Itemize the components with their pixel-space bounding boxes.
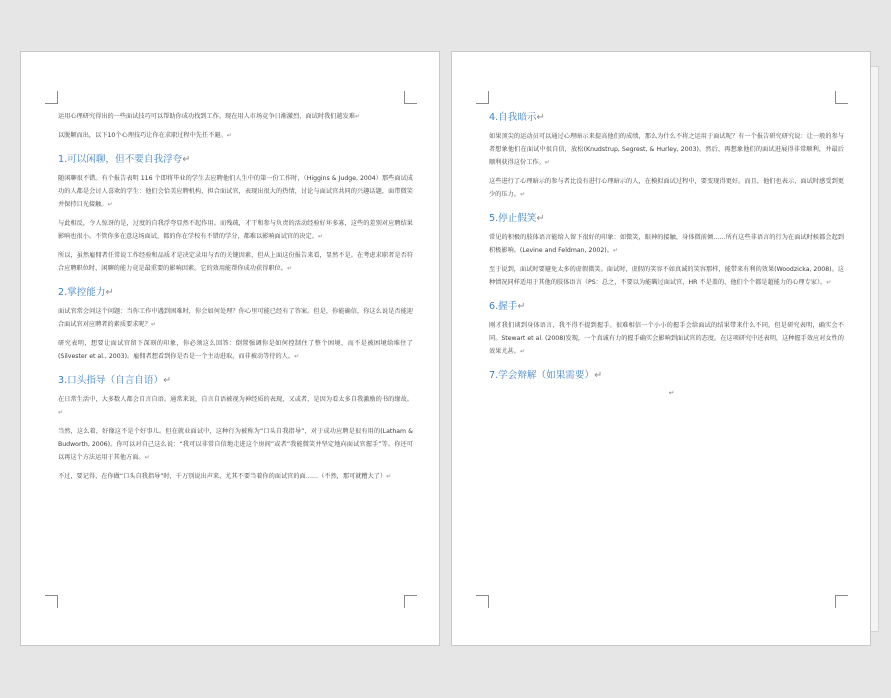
paragraph-mark: ↵ — [286, 265, 293, 272]
paragraph-mark: ↵ — [612, 247, 619, 254]
paragraph-mark: ↵ — [105, 287, 114, 298]
paragraph-text: 刚才我们谈到身体语言，我不得不提到握手。很难相信一个小小的握手会给面试的结果带来什么不同，但是研究表明，确实会不同。Stewart et al. (2008)发现，一个真诚有力的握手确实会影响到面试官的态度。在这项研究中还表明，这种握手效应对女性的效果尤甚。 — [489, 322, 844, 355]
document-page-2[interactable] — [451, 51, 871, 646]
section-heading[interactable] — [58, 153, 413, 167]
paragraph-mark: ↵ — [544, 159, 550, 166]
section-heading[interactable] — [489, 212, 844, 226]
body-paragraph[interactable] — [58, 470, 413, 483]
paragraph-text: 在日常生活中，大多数人都会自言自语。通常来说，自言自语被视为神经质的表现，又或者，是因为看太多自我激励的书的缘故。 — [58, 396, 413, 403]
heading-text: 7.学会辩解（如果需要） — [489, 370, 595, 381]
paragraph-mark: ↵ — [594, 370, 603, 381]
body-paragraph[interactable] — [489, 319, 844, 358]
heading-text: 3.口头指导（自言自语） — [58, 375, 164, 386]
body-paragraph[interactable] — [58, 305, 413, 331]
paragraph-mark: ↵ — [519, 348, 526, 355]
body-paragraph[interactable] — [58, 172, 413, 211]
paragraph-mark: ↵ — [163, 375, 172, 386]
section-heading[interactable] — [58, 374, 413, 388]
paragraph-mark: ↵ — [107, 201, 113, 208]
body-paragraph[interactable] — [489, 231, 844, 257]
paragraph-mark: ↵ — [294, 353, 300, 360]
body-paragraph[interactable] — [489, 263, 844, 289]
crop-mark — [404, 91, 417, 104]
heading-text: 5.停止假笑 — [489, 213, 537, 224]
paragraph-mark: ↵ — [517, 301, 526, 312]
paragraph-text: 当然，这么着，好像这不是个好事儿。但在就业面试中，这种行为被称为“口头自我指导”，对于成功应聘是很有用的(Latham & Budworth, 2006)。你可以对自己这么说：“我可以非常自信地走进这个房间”或者“我能微笑并坚定地向面试官握手”等。你还可以再这个方法运用于其他方面。 — [58, 428, 413, 461]
empty-paragraph-mark: ↵ — [668, 389, 675, 397]
section-heading[interactable] — [489, 300, 844, 314]
paragraph-text: 所以，虽然雇佣者任常说工作经验和品质才是决定录用与否的关键因素，但从上面这份报告来看，显然不是。在考虑求职者是否符合应聘职位时，闲聊的能力竟是最重要的影响因素。它的效用能帮你成功获得职位。 — [58, 252, 413, 272]
crop-mark — [45, 595, 58, 608]
heading-text: 2.掌控能力 — [58, 287, 106, 298]
paragraph-text: 这些进行了心理暗示的参与者比没有进行心理暗示的人，在模拟面试过程中，要变现得更好。而且，他们也表示，面试时感受到更少的压力。 — [489, 178, 844, 198]
body-paragraph[interactable] — [58, 249, 413, 275]
page-2-body[interactable] — [489, 100, 844, 397]
paragraph-mark: ↵ — [355, 113, 361, 120]
paragraph-text: 常见的积极的肢体语言能给人留下很好的印象：如微笑，眼神的接触，身体微前倾……所有这些非语言的行为在面试时候都会起到积极影响。(Levine and Feldman, 2002)。 — [489, 234, 844, 254]
section-heading[interactable] — [58, 286, 413, 300]
paragraph-mark: ↵ — [536, 112, 545, 123]
paragraph-text: 至于说到，面试时要避免太多的虚假微笑。面试时，虚假的笑容不如真诚的笑容那样，能带来有利的效果(Woodzicka, 2008)。这种情况同样适用于其他的肢体语言（PS：总之，不要以为能瞒过面试官，HR 不是盖的，他们个个都是超能力的心理专家）。 — [489, 266, 844, 286]
heading-text: 6.握手 — [489, 301, 518, 312]
body-paragraph[interactable] — [58, 110, 413, 123]
paragraph-mark: ↵ — [519, 191, 526, 198]
document-page-1[interactable] — [20, 51, 440, 646]
paragraph-mark: ↵ — [536, 213, 545, 224]
body-paragraph[interactable] — [58, 393, 413, 419]
body-paragraph[interactable] — [489, 130, 844, 169]
body-paragraph[interactable] — [58, 337, 413, 363]
crop-mark — [404, 595, 417, 608]
section-heading[interactable] — [489, 111, 844, 125]
paragraph-text: 运用心理研究得出的一些面试技巧可以帮助你成功找到工作。现在用人市场竞争日渐激烈，面试时我们越发难 — [58, 113, 355, 120]
body-paragraph[interactable] — [58, 129, 413, 142]
crop-mark — [476, 595, 489, 608]
heading-text: 1.可以闲聊，但不要自我浮夸 — [58, 154, 183, 165]
paragraph-text: 随闲聊很不错。有个报告表明 116 个即将毕业的学生去应聘他们人生中的第一份工作时，（Higgins & Judge, 2004）那些面试成功的人都是会讨人喜欢的学生：他们会恰美应聘机构，担合面试官，表现出很大的热情，讨论与面试官共同的兴趣话题，面带微笑并保持目光接触。 — [58, 175, 413, 208]
paragraph-mark: ↵ — [826, 279, 832, 286]
crop-mark — [835, 595, 848, 608]
paragraph-mark: ↵ — [386, 473, 392, 480]
body-paragraph[interactable] — [58, 425, 413, 464]
crop-mark — [476, 91, 489, 104]
paragraph-mark: ↵ — [182, 154, 191, 165]
page-1-body[interactable] — [58, 110, 413, 489]
paragraph-text: 研究表明，想要让面试官留下深刻的印象，你必须这么回答：倒置强调你是如何控制住了整个困境，而不是被困境给堆住了(Silvester et al., 2003)。雇佣者想看到你是否是一个主动进取，而非被动等待的人。 — [58, 340, 413, 360]
heading-text: 4.自我暗示 — [489, 112, 537, 123]
paragraph-mark: ↵ — [317, 233, 324, 240]
section-heading[interactable] — [489, 369, 844, 383]
paragraph-text: 与此相反，令人惊讶的是，过度的自我浮夸显然不起作用。而残疏，才干和参与负责的活动经验好坏多寡，这些的差别对应聘结果影响也很小。不管你多在意这场面试，都的你在学校有不错的学分，都难以影响面试官的决定。 — [58, 220, 413, 240]
next-page-edge — [870, 66, 879, 632]
body-paragraph[interactable] — [489, 175, 844, 201]
paragraph-mark: ↵ — [226, 132, 232, 139]
paragraph-mark: ↵ — [58, 409, 64, 416]
body-paragraph[interactable] — [58, 217, 413, 243]
paragraph-mark: ↵ — [144, 454, 150, 461]
paragraph-text: 不过，要记得，在你做“口头自我指导”时，千万别说出声来，尤其不要当着你的面试官的面……（不然，那可就糟大了） — [58, 473, 387, 480]
paragraph-mark: ↵ — [150, 321, 156, 328]
paragraph-text: 面试官常会问这个问题：当你工作中遇到困难时，你会如何处理？你心里可能已经有了答案。但是，你能确信，你这么说是否能迎合面试官对应聘者的素质要求呢？ — [58, 308, 413, 328]
paragraph-text: 以脱颖而出，以下10个心理技巧让你在求职过程中先任不避。 — [58, 132, 227, 139]
paragraph-text: 如果顶尖的运动员可以通过心理暗示来提高他们的成绩，那么为什么不将之运用于面试呢？有一个报告研究研究说：让一般的参与者想象他们在面试中很自信，放松(Knudstrup, Segrest, & Hurley, 2003)。然后，再想象他们的面试进展得非常顺利，并最后顺利获得这份工作。 — [489, 133, 844, 166]
crop-mark — [45, 91, 58, 104]
